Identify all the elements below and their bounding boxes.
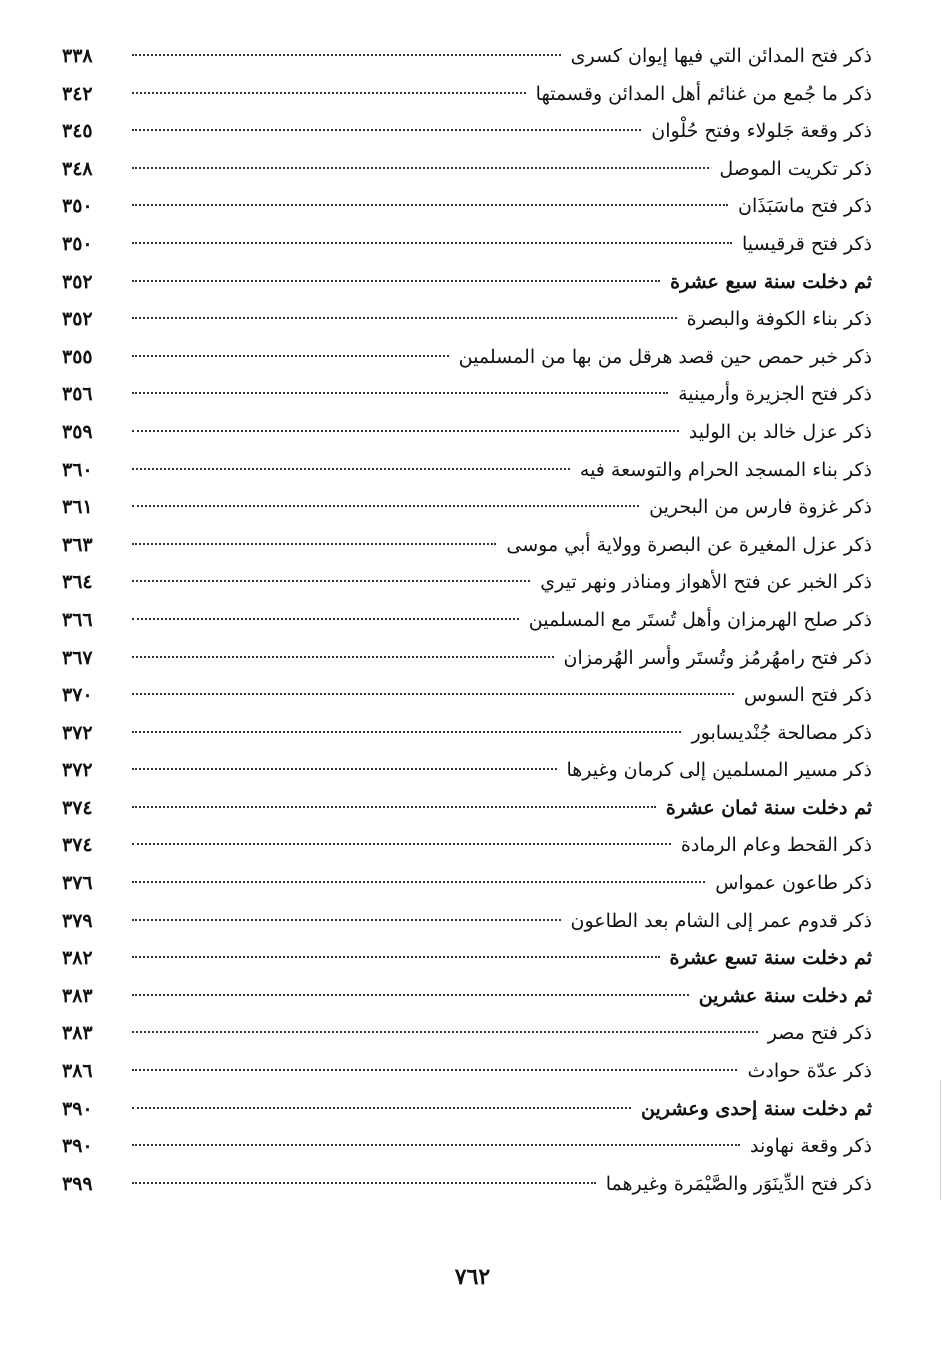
toc-entry-title: ذكر وقعة نهاوند <box>750 1135 872 1158</box>
page-number: ٧٦٢ <box>454 1264 491 1290</box>
toc-entry <box>62 527 872 565</box>
dot-leader <box>132 242 732 244</box>
toc-entry-title: ذكر بناء الكوفة والبصرة <box>686 308 872 331</box>
toc-entry-title: ذكر بناء المسجد الحرام والتوسعة فيه <box>579 458 872 481</box>
dot-leader <box>132 1182 596 1184</box>
dot-leader <box>132 580 530 582</box>
dot-leader <box>132 167 709 169</box>
toc-entry-title: ذكر فتح رامهُرمُز وتُستَر وأسر الهُرمزان <box>563 646 872 669</box>
toc-entry-page: ٣٤٨ <box>62 157 93 180</box>
toc-entry-page: ٣٥٢ <box>62 308 93 331</box>
toc-entry <box>62 1053 872 1091</box>
dot-leader <box>132 693 734 695</box>
toc-entry-page: ٣٤٢ <box>62 82 93 105</box>
toc-year-heading <box>62 940 872 978</box>
toc-entry-title: ذكر عدّة حوادث <box>747 1060 872 1083</box>
toc-entry <box>62 339 872 377</box>
toc-entry <box>62 188 872 226</box>
toc-entry-page: ٣٧٤ <box>62 796 93 819</box>
toc-entry <box>62 903 872 941</box>
toc-entry <box>62 640 872 678</box>
toc-entry-page: ٣٧٦ <box>62 872 93 895</box>
toc-entry-title: ذكر فتح المدائن التي فيها إيوان كسرى <box>570 45 872 67</box>
toc-entry-title: ذكر القحط وعام الرمادة <box>680 834 872 857</box>
dot-leader <box>132 919 561 921</box>
toc-entry <box>62 827 872 865</box>
toc-entry-title: ذكر مصالحة جُنْديسابور <box>691 721 872 744</box>
toc-entry-title: ذكر الخبر عن فتح الأهواز ومناذر ونهر تيري <box>540 571 872 594</box>
toc-entry-title: ذكر فتح مصر <box>767 1022 872 1045</box>
toc-entry-title: ثم دخلت سنة إحدى وعشرين <box>641 1097 872 1120</box>
dot-leader <box>132 618 519 620</box>
toc-entry <box>62 489 872 527</box>
dot-leader <box>132 543 496 545</box>
dot-leader <box>132 881 705 883</box>
toc-entry-page: ٣٥٥ <box>62 345 93 368</box>
toc-entry <box>62 715 872 753</box>
toc-entry-title: ذكر ما جُمع من غنائم أهل المدائن وقسمتها <box>535 82 872 105</box>
toc-entry <box>62 301 872 339</box>
toc-entry-page: ٣٦٦ <box>62 608 93 631</box>
dot-leader <box>132 129 641 131</box>
toc-entry-page: ٣٧٠ <box>62 684 93 707</box>
toc-entry <box>62 38 872 76</box>
toc-entry-page: ٣٦١ <box>62 496 93 519</box>
dot-leader <box>132 468 570 470</box>
toc-entry-page: ٣٤٥ <box>62 120 93 143</box>
toc-entry-page: ٣٧٢ <box>62 759 93 782</box>
dot-leader <box>132 806 656 808</box>
toc-entry-title: ذكر فتح الدِّينَوَر والصَّيْمَرة وغيرهما <box>605 1172 872 1195</box>
toc-entry-page: ٣٥٠ <box>62 232 93 255</box>
dot-leader <box>132 1069 737 1071</box>
toc-entry-page: ٣٨٢ <box>62 947 93 970</box>
toc-entry-title: ثم دخلت سنة عشرين <box>698 984 872 1007</box>
toc-entry <box>62 151 872 189</box>
dot-leader <box>132 1107 631 1109</box>
toc-entry-page: ٣٧٤ <box>62 834 93 857</box>
toc-entry <box>62 1128 872 1166</box>
toc-entry-title: ذكر فتح السوس <box>743 684 872 707</box>
toc-year-heading <box>62 978 872 1016</box>
toc-entry-page: ٣٥٩ <box>62 420 93 443</box>
toc-entry <box>62 113 872 151</box>
toc-year-heading <box>62 790 872 828</box>
toc-entry-page: ٣٨٣ <box>62 984 93 1007</box>
toc-entry <box>62 376 872 414</box>
toc-entry-page: ٣٦٣ <box>62 533 93 556</box>
toc-entry-title: ذكر تكريت الموصل <box>719 157 872 180</box>
toc-entry-title: ذكر طاعون عمواس <box>715 872 872 895</box>
toc-entry <box>62 602 872 640</box>
toc-entry-page: ٣٦٠ <box>62 458 93 481</box>
dot-leader <box>132 280 660 282</box>
toc-entry <box>62 752 872 790</box>
toc-entry-page: ٣٥٠ <box>62 195 93 218</box>
toc-entry-title: ذكر صلح الهرمزان وأهل تُستَر مع المسلمين <box>528 608 872 631</box>
toc-entry <box>62 677 872 715</box>
dot-leader <box>132 1144 740 1146</box>
scan-edge-mark <box>940 1080 941 1200</box>
toc-entry <box>62 76 872 114</box>
toc-entry-page: ٣٩٠ <box>62 1097 93 1120</box>
toc-entry <box>62 564 872 602</box>
toc-entry-title: ثم دخلت سنة ثمان عشرة <box>665 796 872 819</box>
toc-entry-title: ذكر غزوة فارس من البحرين <box>649 496 872 519</box>
toc-entry-title: ثم دخلت سنة تسع عشرة <box>669 947 872 970</box>
dot-leader <box>132 956 660 958</box>
toc-entry-title: ذكر قدوم عمر إلى الشام بعد الطاعون <box>570 909 872 932</box>
dot-leader <box>132 317 677 319</box>
toc-entry-page: ٣٩٩ <box>62 1172 93 1195</box>
toc-entry <box>62 1166 872 1204</box>
dot-leader <box>132 656 554 658</box>
toc-year-heading <box>62 264 872 302</box>
toc-year-heading <box>62 1091 872 1129</box>
dot-leader <box>132 430 679 432</box>
table-of-contents <box>62 38 872 1203</box>
toc-entry <box>62 414 872 452</box>
dot-leader <box>132 1031 758 1033</box>
toc-entry-title: ذكر عزل المغيرة عن البصرة وولاية أبي موسى <box>506 533 872 556</box>
toc-entry-page: ٣٨٦ <box>62 1060 93 1083</box>
toc-entry-title: ذكر مسير المسلمين إلى كرمان وغيرها <box>566 759 872 782</box>
toc-entry-title: ذكر عزل خالد بن الوليد <box>688 420 872 443</box>
toc-entry-page: ٣٨٣ <box>62 1022 93 1045</box>
toc-entry-title: ذكر وقعة جَلولاء وفتح حُلْوان <box>651 120 872 143</box>
toc-entry-title: ذكر فتح ماسَبَذَان <box>738 195 872 218</box>
toc-entry <box>62 1015 872 1053</box>
toc-entry <box>62 865 872 903</box>
dot-leader <box>132 392 668 394</box>
toc-entry <box>62 226 872 264</box>
toc-entry-title: ذكر خبر حمص حين قصد هرقل من بها من المسلمين <box>458 345 872 368</box>
toc-entry-title: ذكر فتح الجزيرة وأرمينية <box>678 383 872 406</box>
dot-leader <box>132 54 561 56</box>
toc-entry-title: ثم دخلت سنة سبع عشرة <box>670 270 872 293</box>
dot-leader <box>132 843 671 845</box>
dot-leader <box>132 768 557 770</box>
dot-leader <box>132 505 639 507</box>
toc-entry-page: ٣٦٤ <box>62 571 93 594</box>
toc-entry-page: ٣٥٦ <box>62 383 93 406</box>
dot-leader <box>132 731 681 733</box>
dot-leader <box>132 92 526 94</box>
dot-leader <box>132 994 689 996</box>
toc-entry-page: ٣٩٠ <box>62 1135 93 1158</box>
toc-entry-title: ذكر فتح قرقيسيا <box>741 232 872 255</box>
dot-leader <box>132 355 449 357</box>
toc-entry-page: ٣٧٩ <box>62 909 93 932</box>
dot-leader <box>132 204 728 206</box>
toc-entry-page: ٣٥٢ <box>62 270 93 293</box>
toc-entry-page: ٣٦٧ <box>62 646 93 669</box>
toc-entry-page: ٣٧٢ <box>62 721 93 744</box>
toc-entry-page: ٣٣٨ <box>62 45 93 67</box>
toc-entry <box>62 452 872 490</box>
